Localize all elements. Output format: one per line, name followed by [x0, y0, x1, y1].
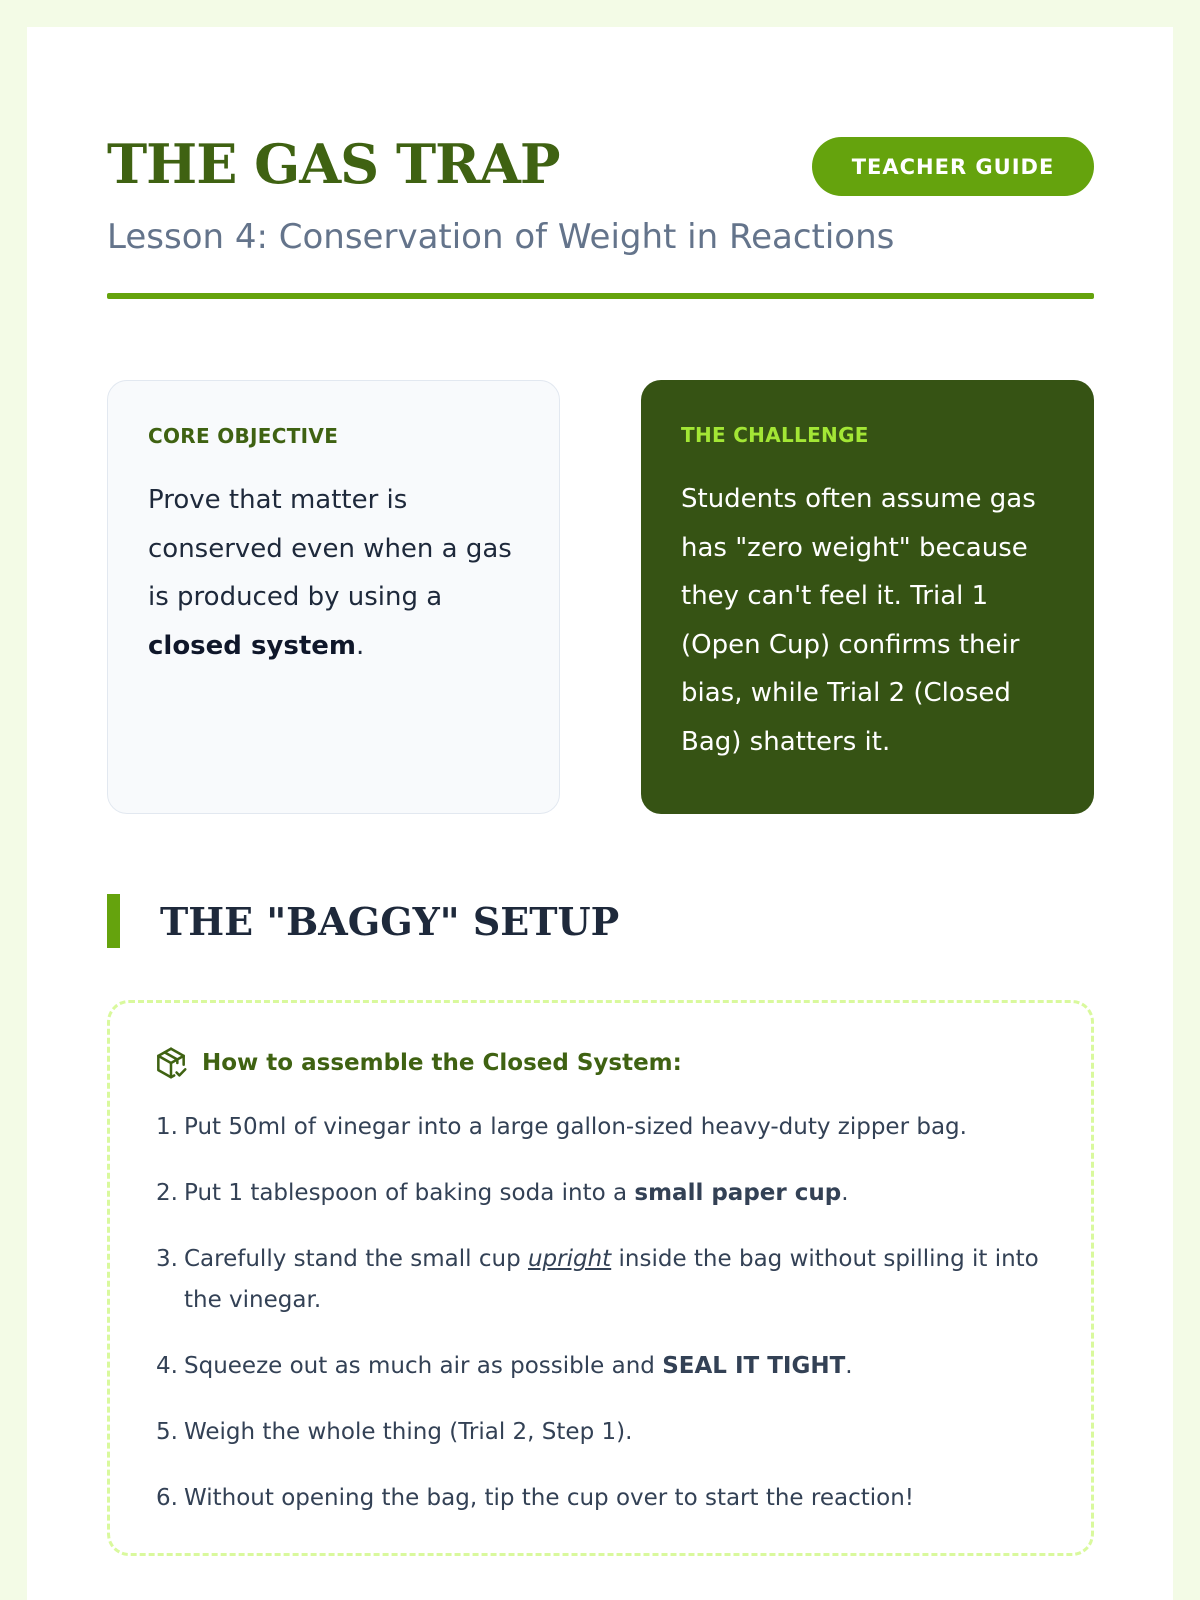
step-text-part: Put 50ml of vinegar into a large gallon-sized heavy-duty zipper bag.	[184, 1114, 967, 1140]
setup-section-title: THE "BAGGY" SETUP	[160, 899, 620, 944]
setup-step	[152, 1239, 1049, 1321]
step-number: 1.	[156, 1114, 178, 1140]
step-number: 4.	[156, 1353, 178, 1379]
objective-text-end: .	[356, 630, 365, 661]
step-text	[184, 1478, 1049, 1519]
objective-text	[148, 476, 519, 670]
objective-label: CORE OBJECTIVE	[148, 424, 339, 448]
step-text	[184, 1107, 1049, 1148]
setup-step	[152, 1478, 1049, 1519]
page-title: THE GAS TRAP	[107, 132, 560, 196]
setup-section-header	[107, 894, 1094, 948]
section-accent-bar	[107, 894, 120, 948]
step-text-bold: small paper cup	[634, 1180, 842, 1206]
objective-card	[107, 380, 560, 814]
step-text-bold: SEAL IT TIGHT	[662, 1353, 846, 1379]
step-text-part: .	[845, 1353, 853, 1379]
package-check-icon	[152, 1044, 190, 1082]
challenge-text: Students often assume gas has "zero weight" because they can't feel it. Trial 1 (Open Cup) confirms their bias, while Trial 2 (Closed Bag) shatters it.	[681, 484, 1036, 757]
step-text-part: .	[841, 1180, 849, 1206]
setup-heading	[152, 1043, 1049, 1083]
step-text-part: Weigh the whole thing (Trial 2, Step 1).	[184, 1419, 633, 1445]
teacher-guide-badge: TEACHER GUIDE	[812, 137, 1094, 196]
setup-step	[152, 1346, 1049, 1387]
step-number: 6.	[156, 1485, 178, 1511]
challenge-card	[641, 380, 1094, 814]
step-text	[184, 1239, 1049, 1321]
step-text-part: Squeeze out as much air as possible and	[184, 1353, 663, 1379]
step-text	[184, 1173, 1049, 1214]
setup-step	[152, 1107, 1049, 1148]
lesson-subtitle: Lesson 4: Conservation of Weight in Reactions	[107, 217, 895, 257]
setup-step	[152, 1412, 1049, 1453]
step-text	[184, 1346, 1049, 1387]
step-text-emphasis: upright	[527, 1246, 612, 1272]
step-text-part: Put 1 tablespoon of baking soda into a	[184, 1180, 635, 1206]
step-number: 2.	[156, 1180, 178, 1206]
setup-instructions-box	[107, 1000, 1094, 1556]
header-divider	[107, 293, 1094, 299]
step-text	[184, 1412, 1049, 1453]
step-number: 3.	[156, 1246, 178, 1272]
step-text-part: Without opening the bag, tip the cup over to start the reaction!	[184, 1485, 915, 1511]
step-number: 5.	[156, 1419, 178, 1445]
challenge-label: THE CHALLENGE	[681, 423, 869, 447]
step-text-part: Carefully stand the small cup	[184, 1246, 528, 1272]
objective-text-bold: closed system	[148, 630, 357, 661]
objective-text-part: Prove that matter is conserved even when a gas is produced by using a	[148, 485, 512, 612]
step-text-part: inside the bag without spilling it into the vinegar.	[184, 1246, 1039, 1313]
guide-sheet	[27, 27, 1173, 1600]
setup-heading-text: How to assemble the Closed System:	[202, 1050, 682, 1076]
setup-steps-list	[152, 1107, 1049, 1519]
setup-step	[152, 1173, 1049, 1214]
